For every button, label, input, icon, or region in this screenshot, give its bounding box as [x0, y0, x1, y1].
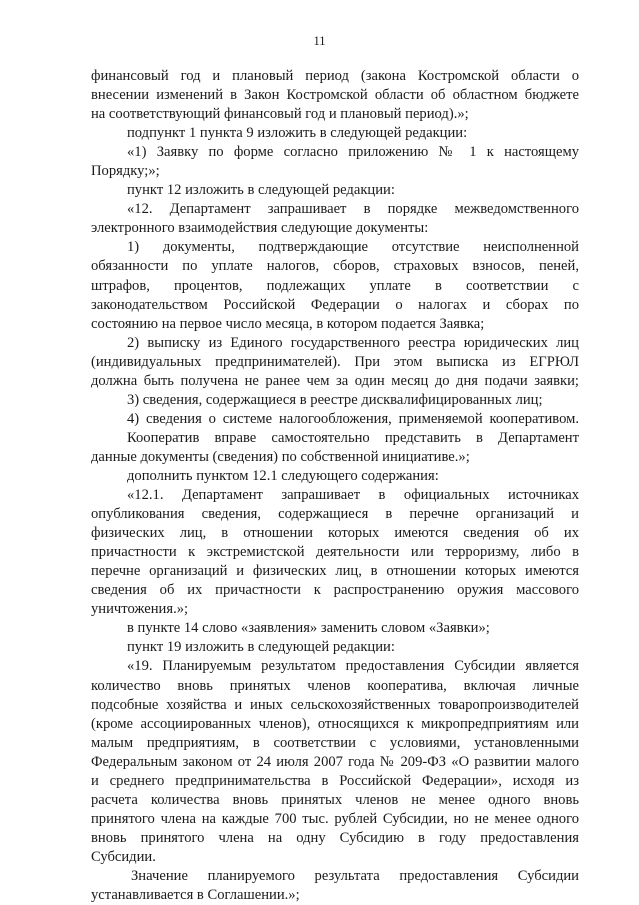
text-line: состоянию на первое число месяца, в котором подается Заявка; [91, 315, 485, 332]
text-line: Федеральным законом от 24 июля 2007 года № 209-ФЗ «О развитии малого [91, 753, 579, 770]
text-line: подпункт 1 пункта 9 изложить в следующей редакции: [127, 125, 468, 142]
text-line: малым предприятиям, в соответствии с условиями, установленными [91, 734, 579, 751]
text-line: принятого члена на каждые 700 тыс. рублей Субсидии, но не менее одного [91, 810, 579, 827]
text-line: 3) сведения, содержащиеся в реестре дисквалифицированных лиц; [127, 391, 543, 408]
text-line: сведения об их причастности к распространению оружия массового [91, 582, 579, 599]
text-line: Кооператив вправе самостоятельно представить в Департамент [127, 429, 579, 446]
text-line: устанавливается в Соглашении.»; [91, 887, 300, 904]
text-line: 1) документы, подтверждающие отсутствие неисполненной [127, 239, 579, 256]
text-line: опубликования сведения, содержащиеся в перечне организаций и [91, 506, 579, 523]
text-line: Субсидии. [91, 848, 156, 865]
text-line: «12.1. Департамент запрашивает в официальных источниках [127, 487, 579, 504]
text-line: дополнить пунктом 12.1 следующего содержания: [127, 467, 439, 484]
text-line: данные документы (сведения) по собственной инициативе.»; [91, 448, 470, 465]
text-line: Порядку;»; [91, 163, 160, 180]
text-line: подсобные хозяйства и иных сельскохозяйственных товаропроизводителей [91, 696, 579, 713]
text-line: «19. Планируемым результатом предоставления Субсидии является [127, 658, 579, 675]
text-line: «1) Заявку по форме согласно приложению № 1 к настоящему [127, 144, 579, 161]
text-line: вновь принятого члена на одну Субсидию в году предоставления [91, 829, 579, 846]
page-number: 11 [313, 34, 326, 48]
text-line: в пункте 14 слово «заявления» заменить словом «Заявки»; [127, 620, 490, 637]
text-line: уничтожения.»; [91, 601, 189, 618]
text-line: штрафов, процентов, подлежащих уплате в соответствии с [91, 277, 579, 294]
text-line: «12. Департамент запрашивает в порядке межведомственного [127, 201, 579, 218]
text-line: законодательством Российской Федерации о налогах и сборах по [91, 296, 579, 313]
text-line: обязанности по уплате налогов, сборов, страховых взносов, пеней, [91, 258, 579, 275]
text-line: расчета количества вновь принятых членов не менее одного вновь [91, 791, 579, 808]
document-body [91, 67, 579, 905]
text-line: физических лиц, в отношении которых имеются сведения об их [91, 525, 579, 542]
text-line: 2) выписку из Единого государственного реестра юридических лиц [127, 334, 579, 351]
text-line: и среднего предпринимательства в Российской Федерации», исходя из [91, 772, 579, 789]
text-line: (кроме ассоциированных членов), относящихся к микропредприятиям или [91, 715, 579, 732]
text-line: электронного взаимодействия следующие документы: [91, 220, 429, 237]
text-line: финансовый год и плановый период (закона Костромской области о [91, 68, 579, 84]
text-line: внесении изменений в Закон Костромской области об областном бюджете [91, 87, 579, 104]
text-line: должна быть получена не ранее чем за один месяц до дня подачи заявки; [91, 372, 579, 389]
text-line: перечне организаций и физических лиц, в отношении которых имеются [91, 563, 579, 580]
text-line: пункт 19 изложить в следующей редакции: [127, 639, 395, 656]
text-line: причастности к экстремистской деятельности или терроризму, либо в [91, 544, 579, 561]
text-line: пункт 12 изложить в следующей редакции: [127, 182, 395, 199]
text-line: Значение планируемого результата предоставления Субсидии [131, 867, 579, 884]
text-line: на соответствующий финансовый год и плановый период).»; [91, 106, 469, 123]
text-line: количество вновь принятых членов кооператива, включая личные [91, 677, 579, 694]
text-line: 4) сведения о системе налогообложения, применяемой кооперативом. [127, 410, 579, 427]
text-line: (индивидуальных предпринимателей). При этом выписка из ЕГРЮЛ [91, 353, 579, 370]
